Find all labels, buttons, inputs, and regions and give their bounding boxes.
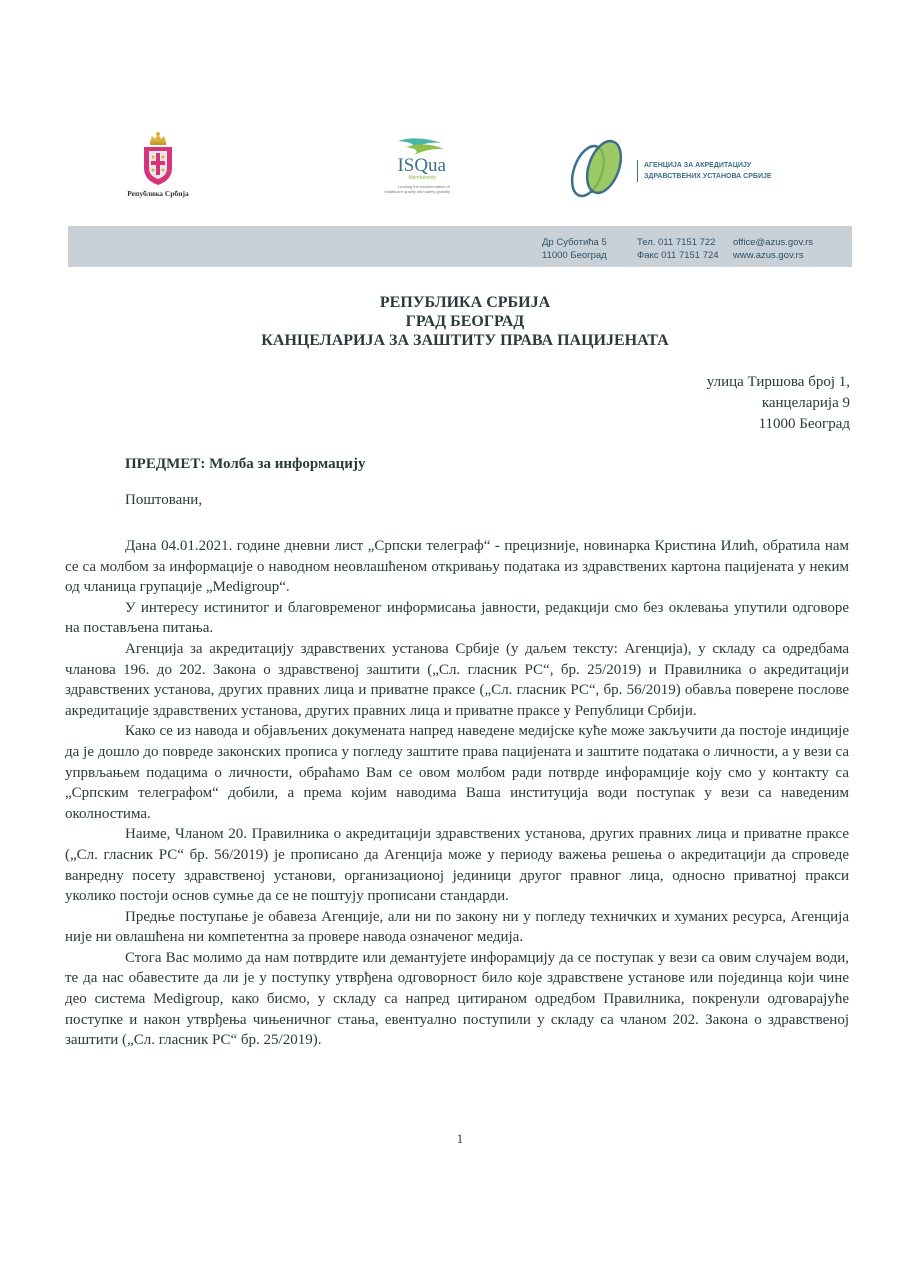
recipient-heading <box>0 293 900 350</box>
subject-line: ПРЕДМЕТ: Молба за информацију <box>125 456 366 472</box>
isqua-wave-icon <box>396 135 446 157</box>
contact-city: 11000 Београд <box>542 250 607 261</box>
contact-street: Др Суботића 5 <box>542 237 607 248</box>
paragraph: Предње поступање је обавеза Агенције, али ни по закону ни у погледу техничких и хуманих ресурса, Агенција није ни овлашћена ни компетентна за провере навода означеног медија. <box>65 908 849 946</box>
isqua-name: ISQua <box>397 155 446 176</box>
agency-name-line-1: АГЕНЦИЈА ЗА АКРЕДИТАЦИЈУ <box>644 162 752 169</box>
recipient-line-3: КАНЦЕЛАРИЈА ЗА ЗАШТИТУ ПРАВА ПАЦИЈЕНАТА <box>261 332 669 349</box>
address-line-2: канцеларија 9 <box>761 395 850 411</box>
recipient-address <box>707 372 850 435</box>
isqua-membership: Membership <box>408 175 436 181</box>
isqua-tagline-1: Leading the transformation of <box>397 184 450 189</box>
coat-of-arms-icon <box>141 130 175 186</box>
agency-name <box>637 160 772 182</box>
paragraph: Наиме, Чланом 20. Правилника о акредитацији здравствених установа, других правних лица и приватне праксе („Сл. гласник РС“ бр. 56/2019) је прописано да Агенција може у периоду важења решења о акредитацији да спроведе ванредну посету здравственој установи, организационој јединици другог правног лица, односно приватној пракси уколико постоји основ сумње да се не поштују прописани стандарди. <box>65 826 849 905</box>
paragraph: Стога Вас молимо да нам потврдите или демантујете инфорамцију да се поступак у вези са овим случајем води, те да нас обавестите да ли је у поступку утврђена одговорност било које здравствене установе или појединца који чине део система Medigroup, како бисмо, у складу са напред цитираном одредбом Правилника, покренули одговарајуће поступке и након утврђења чињеничног стања, евентуално поступили у складу са чланом 202. Закона о здравственој заштити („Сл. гласник РС“ бр. 25/2019). <box>65 949 849 1049</box>
contact-address <box>542 236 607 262</box>
letter-body <box>65 536 849 1051</box>
contact-phone: Тел. 011 7151 722 <box>637 237 716 248</box>
agency-name-line-2: ЗДРАВСТВЕНИХ УСТАНОВА СРБИЈЕ <box>644 173 772 180</box>
contact-online <box>733 236 813 262</box>
recipient-line-2: ГРАД БЕОГРАД <box>405 313 525 330</box>
paragraph: Дана 04.01.2021. године дневни лист „Српски телеграф“ - прецизније, новинарка Кристина Илић, обратила нам се са молбом за информације о наводном неовлашћеном откривању података из здравствених картона пацијената у неким од чланица групације „Medigroup“. <box>65 538 849 596</box>
azus-ellipses-icon <box>560 135 630 203</box>
serbia-caption: Република Србија <box>127 189 189 198</box>
paragraph: Како се из навода и објављених докумената напред наведене медијске куће може закључити да постоје индиције да је дошло до повреде законских прописа у погледу заштите права пацијената и заштите података о личности, а у вези са упрвљањем подацима о личности, обраћамо Вам се овом молбом ради потврде инфорамције коју смо у контакту са „Српским телеграфом“ добили, а према којим наводима Ваша институција води поступак у вези са наведеним околностима. <box>65 723 849 822</box>
greeting: Поштовани, <box>125 492 203 508</box>
address-line-3: 11000 Београд <box>758 416 850 432</box>
contact-fax: Факс 011 7151 724 <box>637 250 719 261</box>
contact-phones <box>637 236 719 262</box>
azus-logo <box>560 135 630 208</box>
paragraph: У интересу истинитог и благовременог информисања јавности, редакцији смо без оклевања упутили одговоре на постављена питања. <box>65 599 849 637</box>
page-number: 1 <box>456 1131 464 1146</box>
isqua-tagline-2: healthcare quality and safety globally <box>384 189 450 194</box>
paragraph: Агенција за акредитацију здравствених установа Србије (у даљем тексту: Агенција), у складу са одредбама чланова 196. до 202. Закона о здравственој заштити („Сл. гласник РС“, бр. 25/2019) и Правилника о акредитацији здравствених установа, других правних лица и приватне праксе („Сл. гласник РС“, бр. 56/2019) обавља поверене послове акредитације здравствених установа, других правних лица и приватне праксе у Републици Србији. <box>65 640 849 719</box>
address-line-1: улица Тиршова број 1, <box>706 374 850 390</box>
contact-website[interactable]: www.azus.gov.rs <box>733 250 804 261</box>
isqua-logo <box>335 135 450 194</box>
recipient-line-1: РЕПУБЛИКА СРБИЈА <box>379 294 551 311</box>
serbia-coat-of-arms-logo <box>118 130 198 198</box>
contact-email[interactable]: office@azus.gov.rs <box>733 237 814 248</box>
